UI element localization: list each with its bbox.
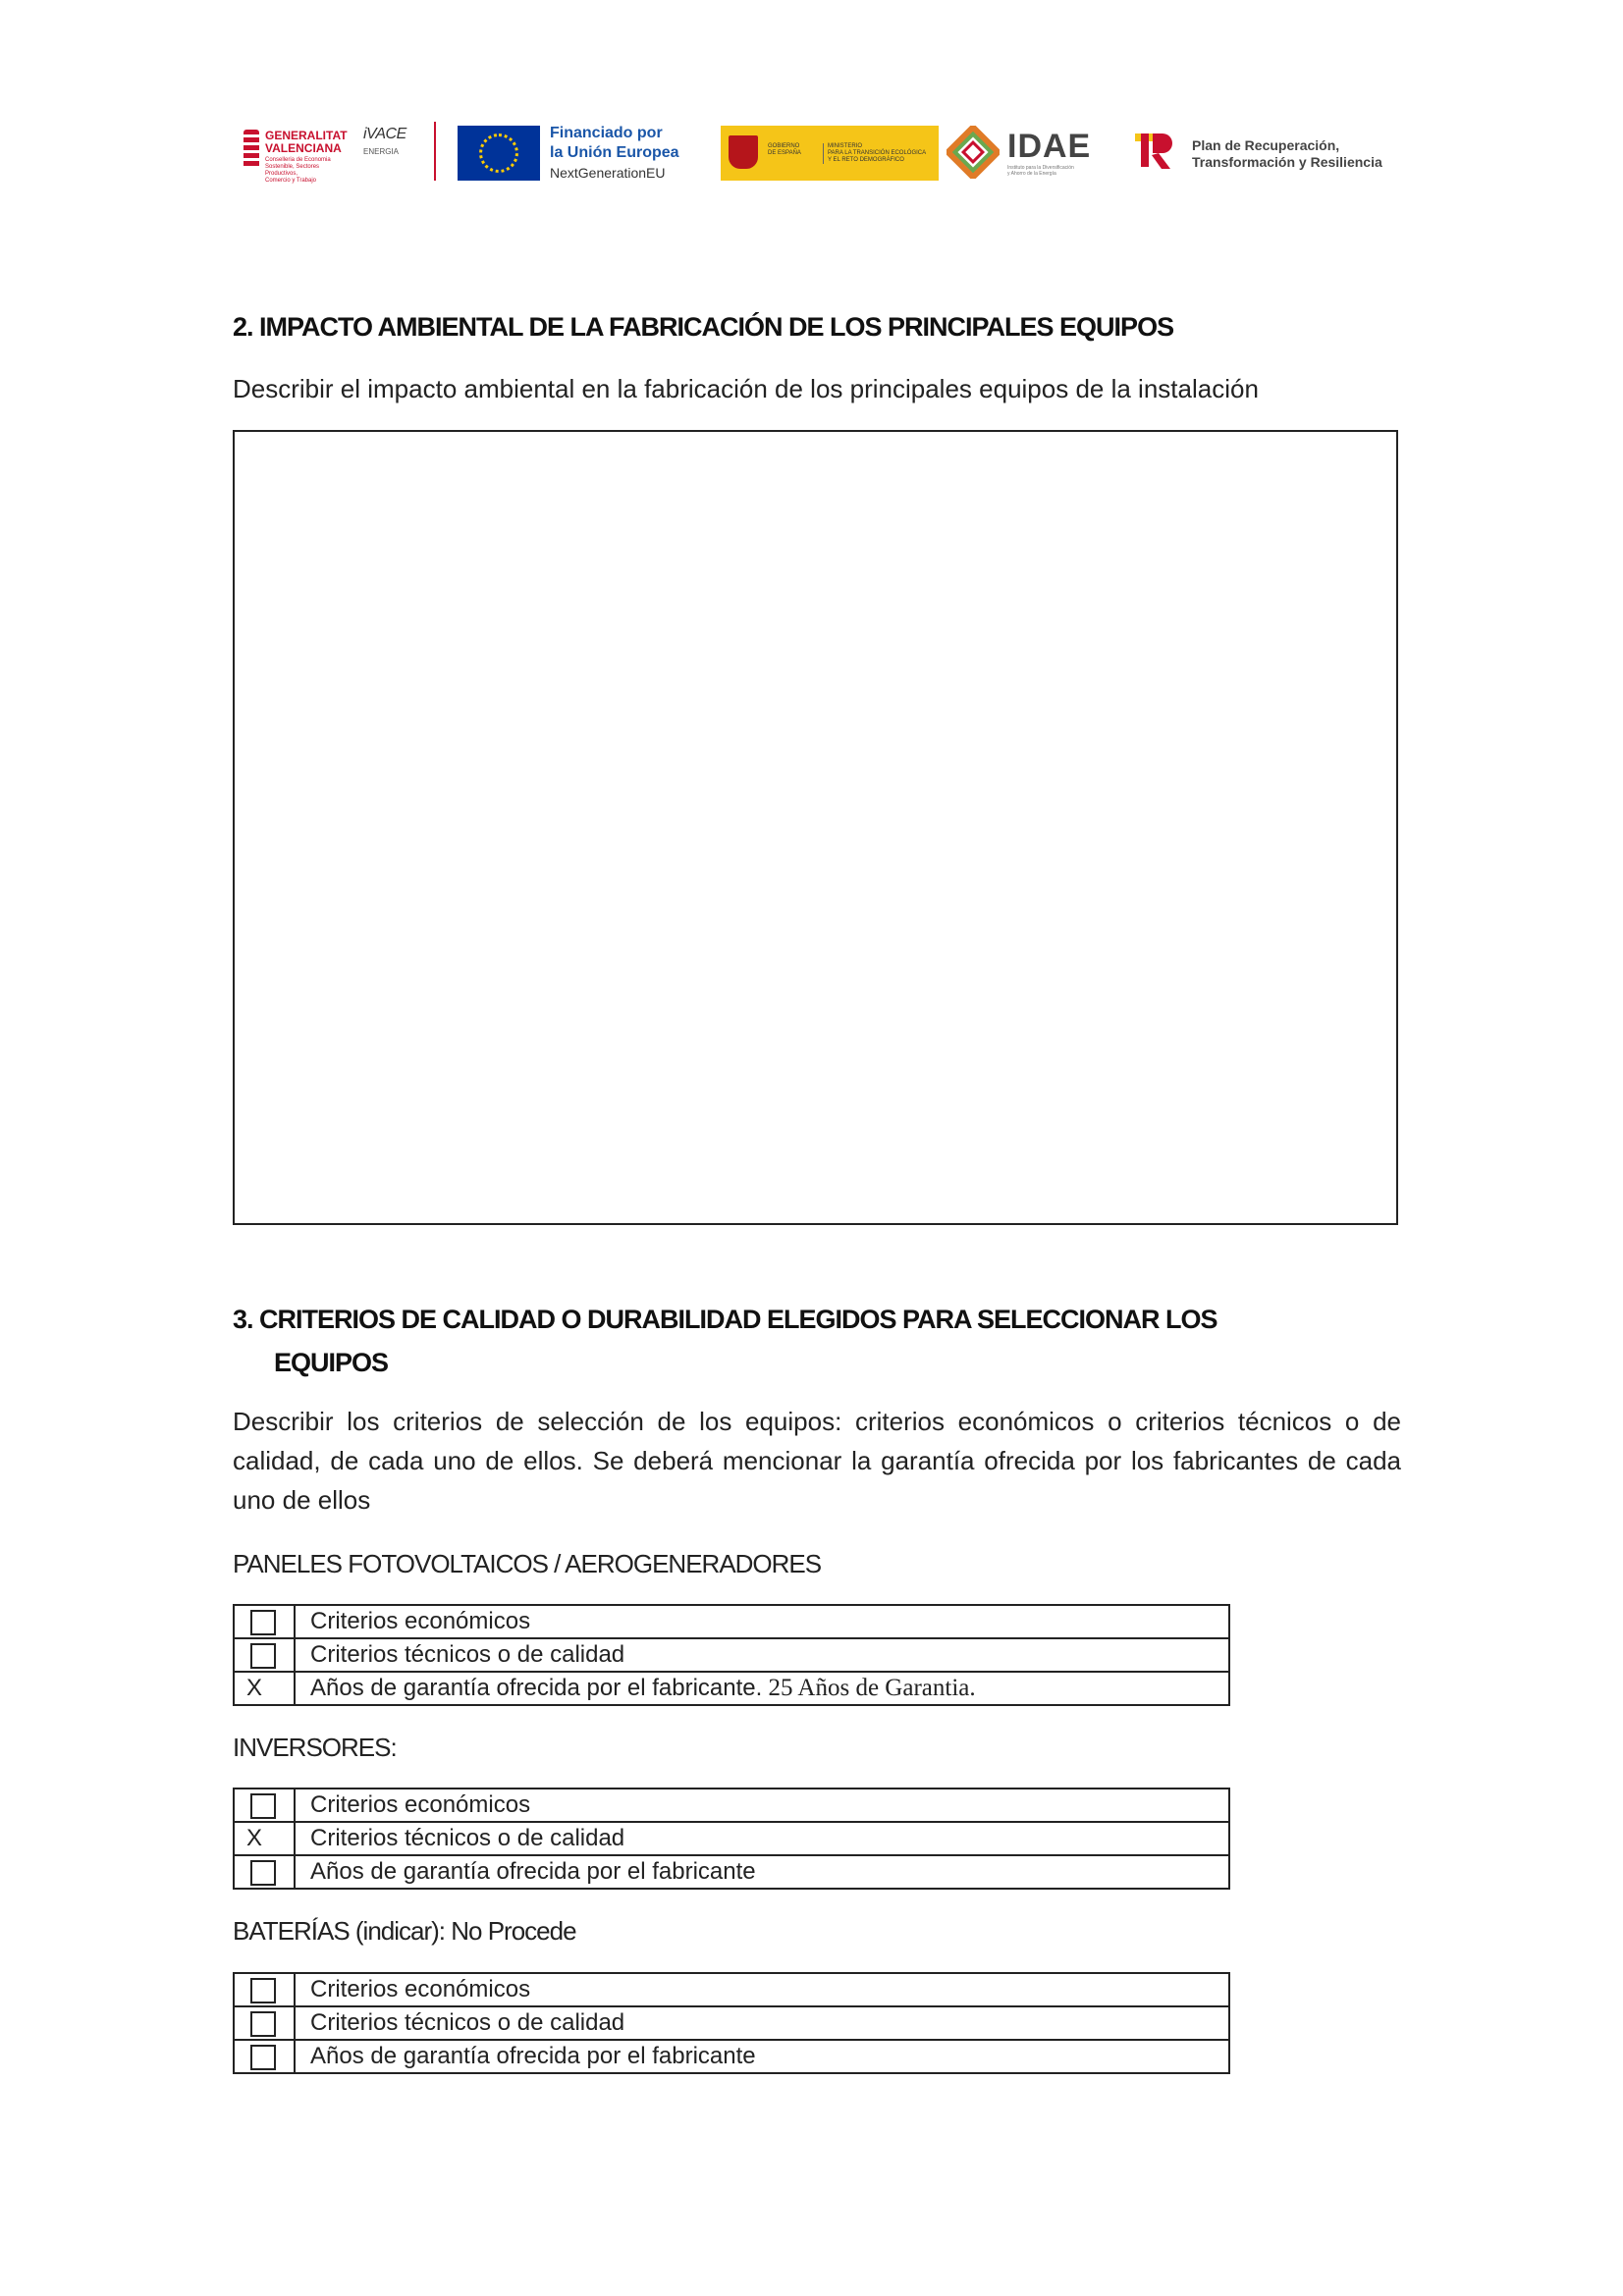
checkbox-cell[interactable] — [234, 1638, 295, 1672]
table-row — [234, 1638, 1229, 1672]
eu-line-1: Financiado por — [550, 125, 663, 141]
criteria-label: Criterios técnicos o de calidad — [295, 2006, 1229, 2040]
eu-flag-logo — [458, 126, 540, 181]
panels-criteria-table — [233, 1604, 1230, 1706]
checkbox-cell[interactable] — [234, 2040, 295, 2073]
checkbox[interactable] — [250, 1860, 276, 1886]
prtr-text: Plan de Recuperación, Transformación y Resiliencia — [1192, 137, 1382, 170]
checkbox-cell[interactable] — [234, 2006, 295, 2040]
criteria-label-cell — [295, 1672, 1229, 1705]
check-mark[interactable]: X — [234, 1672, 295, 1705]
table-row — [234, 1672, 1229, 1705]
ivace-logo — [363, 126, 432, 185]
checkbox[interactable] — [250, 1978, 276, 2003]
eu-funding-text — [550, 124, 679, 183]
idae-name: IDAE — [1007, 128, 1092, 165]
criteria-label: Años de garantía ofrecida por el fabricante — [295, 2040, 1229, 2073]
prtr-emblem-icon — [1133, 130, 1176, 173]
section-3-title-line-2: EQUIPOS — [274, 1348, 389, 1377]
eu-stars-icon — [479, 133, 518, 173]
criteria-label: Criterios técnicos o de calidad — [295, 1638, 1229, 1672]
checkbox[interactable] — [250, 1793, 276, 1819]
table-row — [234, 1973, 1229, 2006]
checkbox-cell[interactable] — [234, 1789, 295, 1822]
table-row — [234, 1822, 1229, 1855]
ivace-subtitle: ENERGIA — [363, 147, 400, 156]
logo-divider — [434, 122, 436, 181]
logo-header — [243, 116, 1402, 194]
check-mark[interactable]: X — [234, 1822, 295, 1855]
generalitat-valenciana-logo — [243, 126, 352, 190]
checkbox[interactable] — [250, 1643, 276, 1669]
section-3-description: Describir los criterios de selección de los equipos: criterios económicos o criterios técnicos o de calidad, de cada uno de ellos. Se deberá mencionar la garantía ofrecida por los fabricantes de cada uno de ellos — [233, 1407, 1401, 1515]
criteria-label: Criterios económicos — [295, 1605, 1229, 1638]
criteria-label: Criterios económicos — [295, 1973, 1229, 2006]
generalitat-emblem-icon — [243, 130, 259, 169]
section-2-title: 2. IMPACTO AMBIENTAL DE LA FABRICACIÓN DE LOS PRINCIPALES EQUIPOS — [233, 312, 1174, 342]
table-row — [234, 2006, 1229, 2040]
batteries-label: BATERÍAS (indicar): No Procede — [233, 1916, 576, 1946]
table-row — [234, 1605, 1229, 1638]
checkbox[interactable] — [250, 1610, 276, 1635]
eu-line-2: la Unión Europea — [550, 144, 679, 161]
gobierno-espana-logo — [721, 126, 939, 181]
eu-line-3: NextGenerationEU — [550, 165, 666, 181]
warranty-answer: 25 Años de Garantia. — [762, 1675, 976, 1701]
table-row — [234, 1855, 1229, 1889]
gobierno-text: GOBIERNO DE ESPAÑA — [768, 143, 801, 156]
prtr-logo — [1133, 130, 1408, 179]
section-3-title — [233, 1298, 1411, 1384]
generalitat-name: GENERALITAT VALENCIANA — [265, 129, 348, 155]
panels-label: PANELES FOTOVOLTAICOS / AEROGENERADORES — [233, 1549, 822, 1578]
batteries-criteria-table — [233, 1972, 1230, 2074]
section-3-title-line-1: 3. CRITERIOS DE CALIDAD O DURABILIDAD ELEGIDOS PARA SELECCIONAR LOS — [233, 1305, 1217, 1334]
table-row — [234, 2040, 1229, 2073]
ministerio-text: MINISTERIO PARA LA TRANSICIÓN ECOLÓGICA Y EL RETO DEMOGRÁFICO — [823, 143, 926, 164]
ivace-name: iVACE — [363, 126, 406, 142]
criteria-label: Criterios técnicos o de calidad — [295, 1822, 1229, 1855]
impact-description-box[interactable] — [233, 430, 1398, 1225]
idae-logo — [947, 122, 1113, 185]
generalitat-subtitle: Conselleria de Economia Sostenible, Sectores Productivos, Comercio y Trabajo — [265, 157, 331, 184]
criteria-label: Criterios económicos — [295, 1789, 1229, 1822]
checkbox-cell[interactable] — [234, 1855, 295, 1889]
criteria-label: Años de garantía ofrecida por el fabricante. — [310, 1675, 763, 1701]
criteria-label: Años de garantía ofrecida por el fabricante — [295, 1855, 1229, 1889]
checkbox-cell[interactable] — [234, 1973, 295, 2006]
checkbox-cell[interactable] — [234, 1605, 295, 1638]
section-2-description: Describir el impacto ambiental en la fabricación de los principales equipos de la instalación — [233, 374, 1259, 403]
inverters-criteria-table — [233, 1788, 1230, 1890]
checkbox[interactable] — [250, 2011, 276, 2037]
idae-emblem-icon — [947, 126, 1000, 179]
spain-coat-of-arms-icon — [729, 135, 758, 169]
checkbox[interactable] — [250, 2045, 276, 2070]
inverters-label: INVERSORES: — [233, 1733, 397, 1762]
idae-subtitle: Instituto para la Diversificación y Ahorro de la Energía — [1007, 165, 1074, 177]
table-row — [234, 1789, 1229, 1822]
